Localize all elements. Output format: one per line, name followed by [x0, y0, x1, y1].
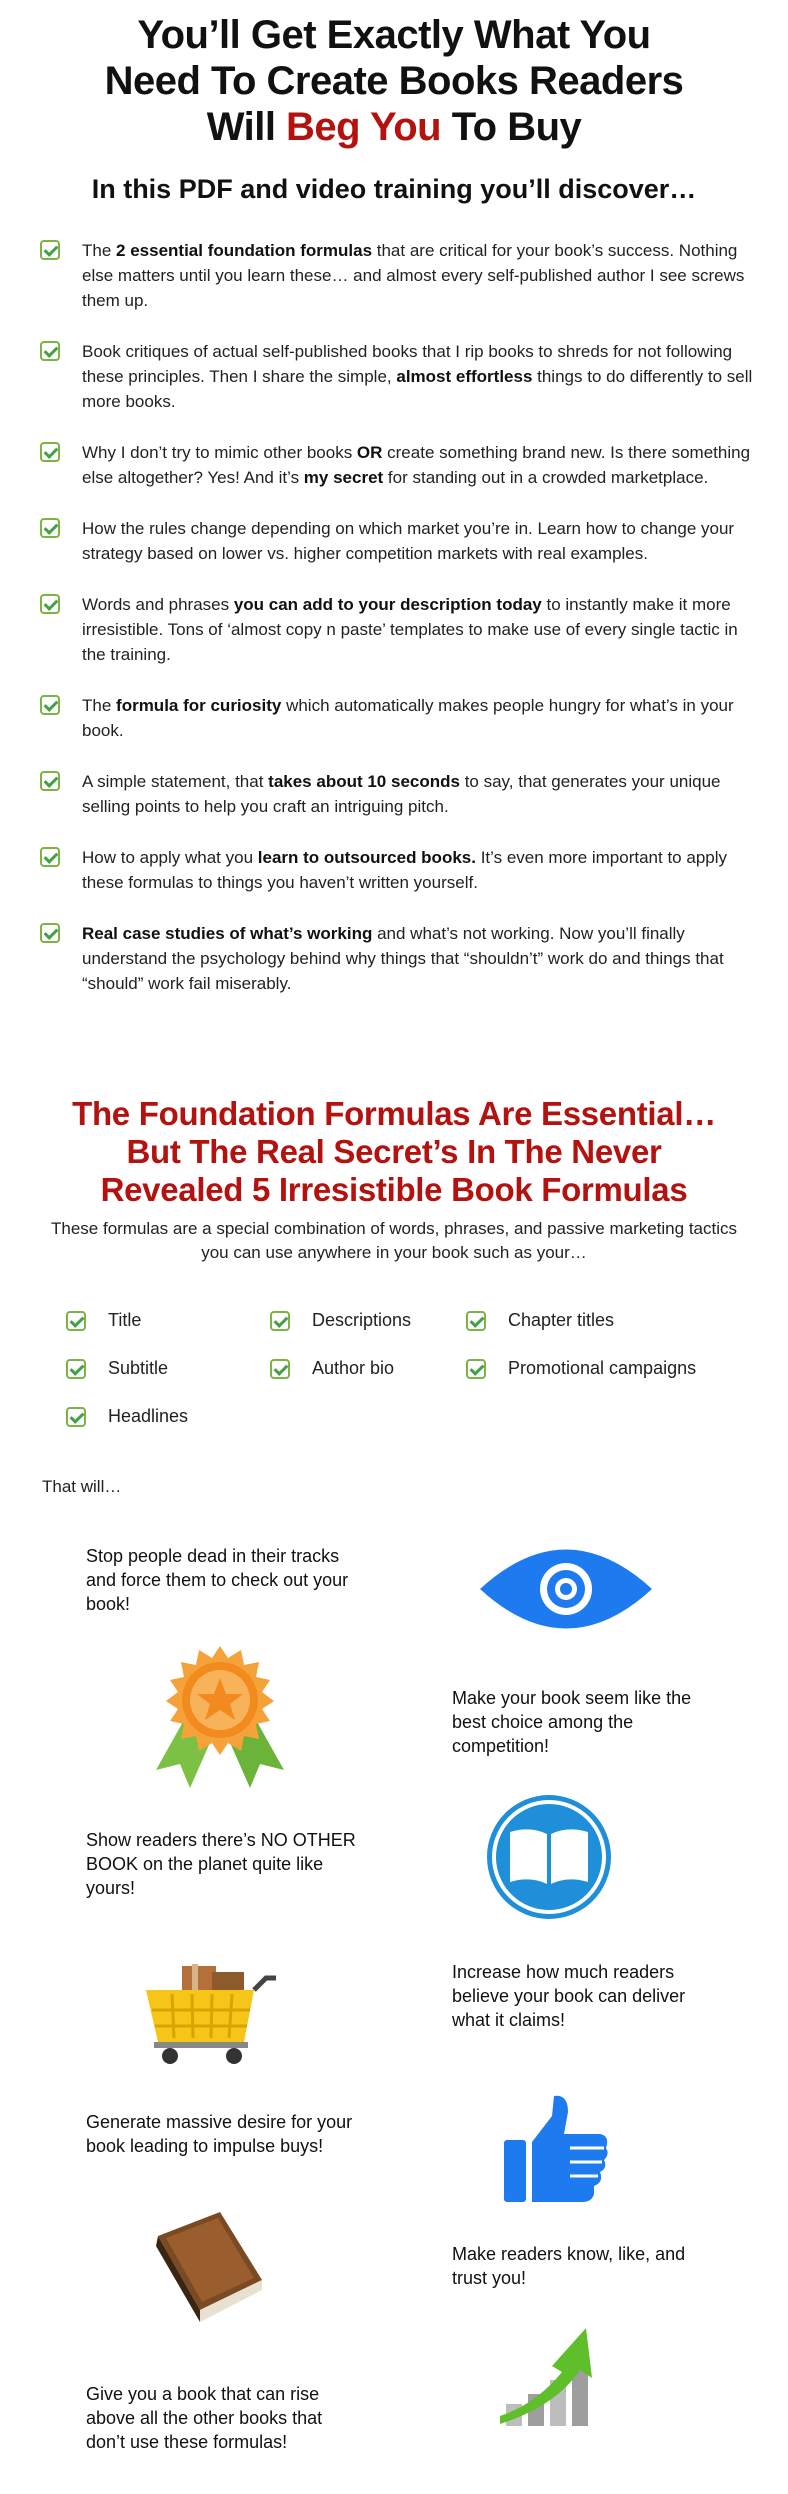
bullet-bold: my secret: [303, 468, 384, 487]
checkbox-icon: [40, 518, 60, 538]
bullet-item: [40, 440, 760, 490]
bullet-text: Why I don’t try to mimic other books: [82, 443, 357, 462]
usage-label: Promotional campaigns: [508, 1358, 697, 1378]
bullet-text: create something brand new. Is there something else altogether? Yes! And it’s: [82, 443, 751, 487]
bullet-bold: you can add to your description today: [233, 595, 542, 614]
bullet-bold: formula for curiosity: [116, 696, 282, 715]
checkbox-icon: [40, 442, 60, 462]
headline-highlight: Beg You: [286, 105, 442, 149]
bullet-item: [40, 921, 760, 996]
bullet-text: to instantly make it more irresistible. Tons of ‘almost copy n paste’ templates to make use of every single tactic in the training.: [82, 595, 738, 664]
usage-item-author-bio: [270, 1358, 394, 1379]
open-book-icon: [484, 1792, 614, 1922]
bullet-text: for standing out in a crowded marketplace.: [383, 468, 709, 487]
checkbox-icon: [40, 923, 60, 943]
usage-checklist: [66, 1310, 746, 1460]
headline-line-3-pre: Will: [206, 105, 287, 149]
bullet-text: How to apply what you: [82, 848, 258, 867]
bullet-bold: Real case studies of what’s working: [82, 924, 373, 943]
bullet-bold: learn to outsourced books.: [257, 848, 476, 867]
section-headline-line-3: Revealed 5 Irresistible Book Formulas: [100, 1171, 688, 1208]
benefit-5: Generate massive desire for your book leading to impulse buys!: [86, 2112, 353, 2156]
benefit-1: Stop people dead in their tracks and force them to check out your book!: [86, 1546, 349, 1614]
checkbox-icon: [40, 341, 60, 361]
checkbox-icon: [40, 594, 60, 614]
benefit-2: Make your book seem like the best choice among the competition!: [452, 1688, 692, 1756]
checkbox-icon: [270, 1311, 290, 1331]
thumbs-up-icon: [500, 2090, 612, 2206]
discovery-bullet-list: [40, 238, 760, 1022]
checkbox-icon: [66, 1311, 86, 1331]
usage-item-title: [66, 1310, 141, 1331]
bullet-text: It’s even more important to apply these formulas to things you haven’t written yourself.: [82, 848, 728, 892]
usage-item-headlines: [66, 1406, 188, 1427]
growth-chart-icon: [496, 2324, 616, 2432]
bullet-text: Words and phrases: [82, 595, 234, 614]
that-will-label: That will…: [42, 1477, 122, 1496]
bullet-text: How the rules change depending on which market you’re in. Learn how to change your strategy based on lower vs. higher competition markets with real examples.: [82, 519, 735, 563]
bullet-item: [40, 845, 760, 895]
usage-label: Chapter titles: [508, 1310, 615, 1330]
usage-label: Headlines: [108, 1406, 189, 1426]
shopping-basket-icon: [142, 1960, 282, 2070]
bullet-text: and what’s not working. Now you’ll finally understand the psychology behind why things that “shouldn’t” work do and things that “should” work fail miserably.: [82, 924, 724, 993]
usage-item-subtitle: [66, 1358, 168, 1379]
section-headline-line-2: But The Real Secret’s In The Never: [126, 1133, 662, 1170]
closed-book-icon: [144, 2206, 274, 2336]
bullet-text: which automatically makes people hungry for what’s in your book.: [82, 696, 734, 740]
benefit-6: Make readers know, like, and trust you!: [452, 2244, 686, 2288]
usage-item-descriptions: [270, 1310, 411, 1331]
checkbox-icon: [40, 695, 60, 715]
bullet-bold: OR: [356, 443, 383, 462]
benefit-3: Show readers there’s NO OTHER BOOK on the planet quite like yours!: [86, 1830, 356, 1898]
bullet-text: Book critiques of actual self-published books that I rip books to shreds for not following these principles. Then I share the simple,: [82, 342, 733, 386]
bullet-item: [40, 516, 760, 566]
benefit-7: Give you a book that can rise above all the other books that don’t use these formulas!: [86, 2384, 323, 2452]
checkbox-icon: [466, 1359, 486, 1379]
headline-line-3-post: To Buy: [441, 105, 582, 149]
usage-label: Author bio: [312, 1358, 395, 1378]
bullet-text: to say, that generates your unique selling points to help you craft an intriguing pitch.: [82, 772, 721, 816]
main-headline: [0, 0, 788, 150]
usage-label: Title: [108, 1310, 142, 1330]
bullet-bold: takes about 10 seconds: [268, 772, 460, 791]
bullet-text: things to do differently to sell more books.: [82, 367, 753, 411]
usage-label: Subtitle: [108, 1358, 169, 1378]
checkbox-icon: [40, 240, 60, 260]
bullet-text: that are critical for your book’s success. Nothing else matters until you learn these… and almost every self-published author I see screws them up.: [82, 241, 745, 310]
checkbox-icon: [270, 1359, 290, 1379]
bullet-item: [40, 769, 760, 819]
usage-label: Descriptions: [312, 1310, 412, 1330]
bullet-bold: 2 essential foundation formulas: [116, 241, 373, 260]
checkbox-icon: [66, 1407, 86, 1427]
bullet-item: [40, 339, 760, 414]
usage-item-promotional-campaigns: [466, 1358, 696, 1379]
checkbox-icon: [66, 1359, 86, 1379]
headline-line-1: You’ll Get Exactly What You: [137, 13, 651, 57]
bullet-item: [40, 238, 760, 313]
bullet-bold: almost effortless: [396, 367, 533, 386]
bullet-item: [40, 693, 760, 743]
usage-item-chapter-titles: [466, 1310, 614, 1331]
section-headline-line-1: The Foundation Formulas Are Essential…: [72, 1095, 716, 1132]
eye-icon: [476, 1540, 656, 1638]
section-headline: [0, 1095, 788, 1209]
award-badge-icon: [142, 1642, 298, 1790]
benefit-4: Increase how much readers believe your book can deliver what it claims!: [452, 1962, 686, 2030]
checkbox-icon: [40, 771, 60, 791]
headline-line-3: [0, 104, 788, 150]
subheadline: In this PDF and video training you’ll discover…: [91, 174, 697, 204]
checkbox-icon: [466, 1311, 486, 1331]
bullet-item: [40, 592, 760, 667]
bullet-text: The: [82, 696, 117, 715]
bullet-text: The: [82, 241, 117, 260]
bullet-text: A simple statement, that: [82, 772, 269, 791]
section-intro: These formulas are a special combination of words, phrases, and passive marketing tactics you can use anywhere in your book such as your…: [51, 1219, 737, 1262]
checkbox-icon: [40, 847, 60, 867]
headline-line-2: Need To Create Books Readers: [104, 59, 684, 103]
